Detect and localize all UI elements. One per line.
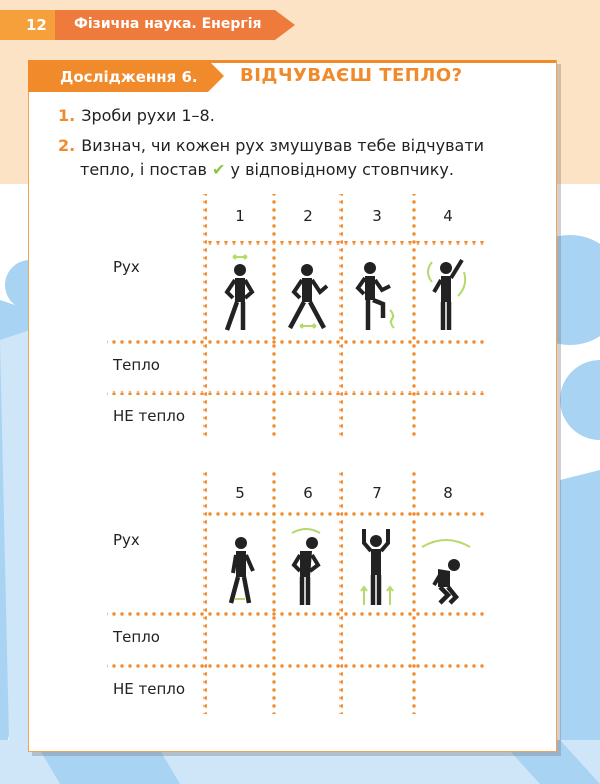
instruction-text-line2b: у відповідному стовпчику. — [230, 160, 454, 179]
movement-1-figure-icon — [215, 250, 270, 335]
column-header-5: 5 — [235, 484, 245, 502]
column-header-3: 3 — [372, 207, 382, 225]
instruction-text: Зроби рухи 1–8. — [81, 106, 215, 125]
row-label-movement: Рух — [113, 531, 140, 549]
column-header-6: 6 — [303, 484, 313, 502]
column-header-8: 8 — [443, 484, 453, 502]
row-label-not-warm: НЕ тепло — [113, 680, 186, 698]
movement-5-figure-icon — [215, 525, 270, 610]
column-header-2: 2 — [303, 207, 313, 225]
row-label-movement: Рух — [113, 258, 140, 276]
row-label-not-warm: НЕ тепло — [113, 407, 186, 425]
row-label-warm: Тепло — [113, 628, 160, 646]
instruction-text-line1: Визнач, чи кожен рух змушував тебе відчувати — [81, 136, 485, 155]
movement-2-figure-icon — [282, 250, 337, 335]
page-number: 12 — [26, 16, 47, 34]
instruction-number: 1. — [58, 106, 76, 125]
movement-4-figure-icon — [418, 250, 478, 335]
column-header-7: 7 — [372, 484, 382, 502]
section-title: Фізична наука. Енергія — [74, 16, 262, 32]
investigation-title: ВІДЧУВАЄШ ТЕПЛО? — [240, 65, 463, 86]
movement-6-figure-icon — [282, 525, 337, 610]
checkmark-icon: ✔ — [212, 160, 226, 179]
movement-8-figure-icon — [418, 525, 478, 610]
column-header-1: 1 — [235, 207, 245, 225]
column-header-4: 4 — [443, 207, 453, 225]
instruction-text-line2a: тепло, і постав — [80, 160, 207, 179]
instruction-number: 2. — [58, 136, 76, 155]
movement-7-figure-icon — [350, 525, 405, 610]
movement-3-figure-icon — [350, 250, 405, 335]
row-label-warm: Тепло — [113, 356, 160, 374]
investigation-label: Дослідження 6. — [60, 68, 198, 86]
